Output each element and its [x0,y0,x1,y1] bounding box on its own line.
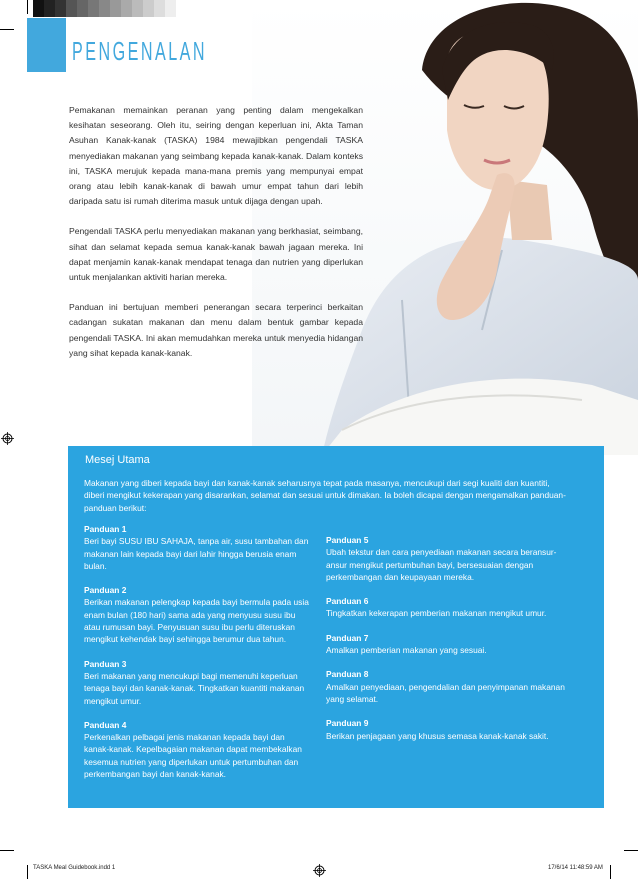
guide-text: Tingkatkan kekerapan pemberian makanan mengikut umur. [326,608,547,619]
guide-title: Panduan 6 [326,596,369,607]
guide-item [326,595,566,620]
guide-item [84,584,310,645]
guide-item [326,717,566,742]
intro-paragraph: Pemakanan memainkan peranan yang penting dalam mengekalkan kesihatan seseorang. Oleh itu, seiring dengan keperluan ini, Akta Taman Asuhan Kanak-kanak (TASKA) 1984 mewajibkan pengendali TASKA menyediakan makanan yang seimbang kepada kanak-kanak. Dalam konteks ini, TASKA merujuk kepada mana-mana premis yang mempunyai empat orang atau lebih kanak-kanak di bawah umur empat tahun dari lebih daripada satu isi rumah diterima masuk untuk dijaga dengan upah. [69,105,363,207]
intro-paragraph: Pengendali TASKA perlu menyediakan makanan yang berkhasiat, seimbang, sihat dan selamat kepada semua kanak-kanak bawah jagaan mereka. Ini dapat menjamin kanak-kanak mendapat tenaga dan nutrien yang diperlukan untuk menjalankan aktiviti harian mereka. [69,226,363,283]
guide-title: Panduan 8 [326,669,369,680]
crop-mark [27,0,28,14]
guides-left-column [84,523,310,792]
guide-item [326,668,566,705]
intro-text [69,103,363,376]
guide-item [84,658,310,707]
guide-text: Berikan penjagaan yang khusus semasa kanak-kanak sakit. [326,730,549,741]
key-message-panel [68,446,604,808]
guide-text: Perkenalkan pelbagai jenis makanan kepada bayi dan kanak-kanak. Kepelbagaian makanan dapat membekalkan kesemua nutrien yang diperlukan untuk pertumbuhan dan perkembangan bayi dan kanak-kanak. [84,732,302,780]
crop-mark [610,865,611,879]
guide-title: Panduan 3 [84,658,127,669]
intro-paragraph: Panduan ini bertujuan memberi penerangan secara terperinci berkaitan cadangan sukatan makanan dan menu dalam bentuk gambar kepada pengendali TASKA. Ini akan memudahkan mereka untuk menyedia hidangan yang sihat kepada kanak-kanak. [69,302,363,358]
registration-mark-icon [1,432,14,445]
guide-title: Panduan 9 [326,718,369,729]
guides-right-column [326,534,566,754]
guide-title: Panduan 7 [326,632,369,643]
key-message-intro: Makanan yang diberi kepada bayi dan kanak-kanak seharusnya tepat pada masanya, mencukupi dari segi kualiti dan kuantiti, diberi mengikut kekerapan yang disarankan, selamat dan sesuai untuk dimakan. Ia boleh dicapai dengan mengamalkan panduan-panduan berikut: [84,478,566,513]
guide-item [326,632,566,657]
guide-text: Ubah tekstur dan cara penyediaan makanan secara beransur-ansur mengikut pertumbuhan bayi, bersesuaian dengan perkembangan dan keupayaan mereka. [326,547,557,582]
guide-title: Panduan 2 [84,585,127,596]
guide-item [84,719,310,780]
guide-title: Panduan 4 [84,719,127,730]
guide-title: Panduan 1 [84,524,127,534]
guide-item [326,534,566,583]
crop-mark [27,865,28,879]
title-accent-block [27,18,66,72]
crop-mark [624,850,638,851]
guide-text: Berikan makanan pelengkap kepada bayi bermula pada usia enam bulan (180 hari) sama ada yang menyusu susu ibu atau rumusan bayi. Penyusuan susu ibu perlu diteruskan mengikut kehendak bayi sehingga berumur dua tahun. [84,597,309,645]
slug-filename: TASKA Meal Guidebook.indd 1 [33,865,116,871]
crop-mark [0,850,14,851]
guide-item [84,523,310,572]
registration-mark-icon [313,864,326,877]
page-title: PENGENALAN [72,36,207,66]
slug-timestamp: 17/6/14 11:48:59 AM [548,865,603,871]
key-message-heading: Mesej Utama [85,454,150,466]
guide-text: Amalkan pemberian makanan yang sesuai. [326,645,487,656]
guide-text: Amalkan penyediaan, pengendalian dan penyimpanan makanan yang selamat. [326,681,565,704]
guide-text: Beri bayi SUSU IBU SAHAJA, tanpa air, susu tambahan dan makanan lain kepada bayi dari lahir hingga berusia enam bulan. [84,536,309,571]
crop-mark [0,29,14,30]
guide-text: Beri makanan yang mencukupi bagi memenuhi keperluan tenaga bayi dan kanak-kanak. Tingkatkan kuantiti makanan mengikut umur. [84,670,305,706]
guide-title: Panduan 5 [326,535,369,545]
